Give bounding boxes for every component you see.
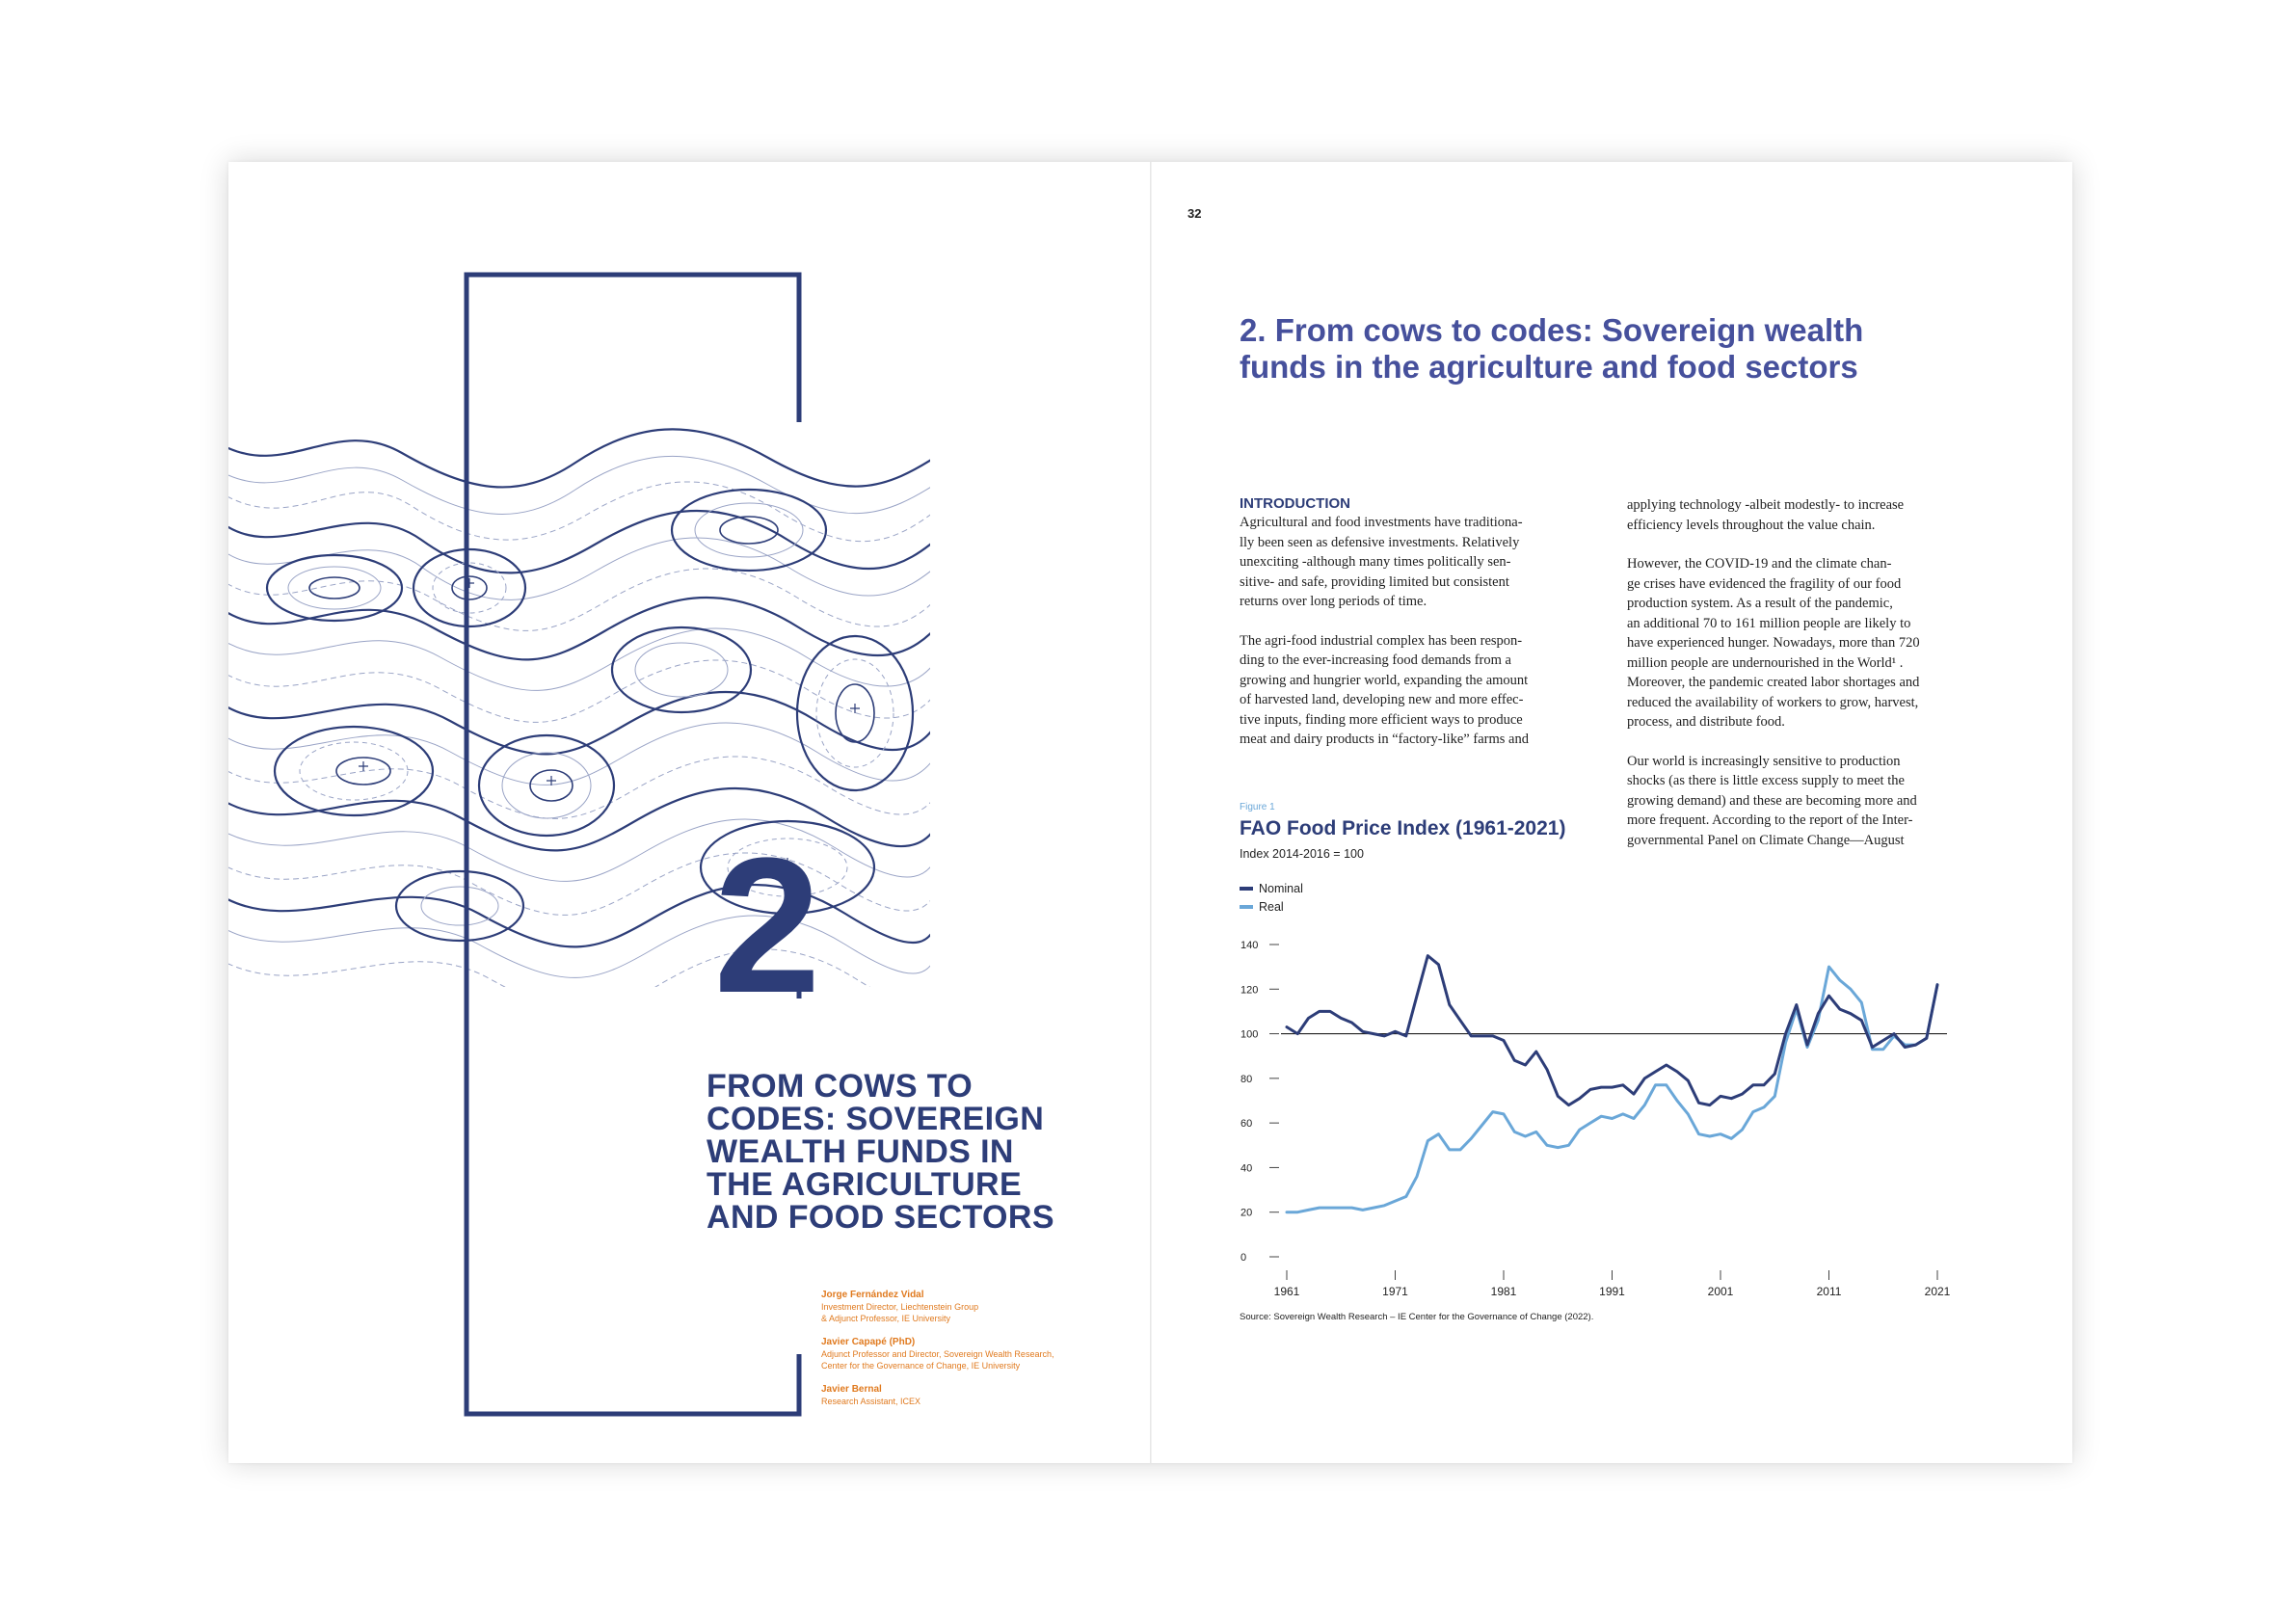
text-line: shocks (as there is little excess supply to meet the <box>1627 773 1905 788</box>
right-page <box>1152 162 2072 1463</box>
text-line: lly been seen as defensive investments. Relatively <box>1240 534 1520 550</box>
text-line: tive inputs, finding more efficient ways to produce <box>1240 711 1523 728</box>
y-tick-label: 20 <box>1240 1207 1253 1219</box>
author-entry <box>821 1337 1130 1371</box>
text-line: reduced the availability of workers to grow, harvest, <box>1627 694 1919 710</box>
text-line: of harvested land, developing new and more effec- <box>1240 692 1524 707</box>
text-line: ge crises have evidenced the fragility of our food <box>1627 575 1902 592</box>
text-line: sitive- and safe, providing limited but consistent <box>1240 573 1509 590</box>
text-line: million people are undernourished in the World¹ . <box>1627 654 1904 671</box>
legend-item-real <box>1240 897 1303 916</box>
chapter-title-line: WEALTH FUNDS IN <box>707 1133 1014 1170</box>
x-tick-label: 1981 <box>1490 1285 1517 1298</box>
paragraph <box>1627 554 1993 732</box>
x-tick-label: 1961 <box>1273 1285 1300 1298</box>
book-spread <box>228 162 2072 1463</box>
text-line: an additional 70 to 161 million people are likely to <box>1627 615 1911 631</box>
x-tick-label: 1991 <box>1599 1285 1625 1298</box>
author-entry <box>821 1290 1130 1324</box>
author-entry <box>821 1384 1130 1407</box>
series-line-real <box>1287 967 1937 1212</box>
chapter-title <box>707 1070 1131 1234</box>
y-tick-label: 80 <box>1240 1073 1253 1085</box>
chart-legend <box>1240 879 1303 916</box>
chapter-title-line: FROM COWS TO <box>707 1068 974 1105</box>
chapter-title-line: CODES: SOVEREIGN <box>707 1101 1045 1137</box>
intro-heading: INTRODUCTION <box>1240 495 1350 512</box>
author-role: Center for the Governance of Change, IE University <box>821 1361 1021 1371</box>
text-line: growing and hungrier world, expanding the amount <box>1240 672 1529 688</box>
text-line: governmental Panel on Climate Change—August <box>1627 832 1905 848</box>
text-line: returns over long periods of time. <box>1240 594 1427 609</box>
legend-item-nominal <box>1240 879 1303 897</box>
food-price-index-chart <box>1219 919 1952 1298</box>
x-tick-label: 2001 <box>1707 1285 1734 1298</box>
paragraph <box>1240 513 1606 612</box>
text-line: have experienced hunger. Nowadays, more than 720 <box>1627 635 1920 651</box>
figure-source: Source: Sovereign Wealth Research – IE Center for the Governance of Change (2022). <box>1240 1312 1594 1322</box>
author-name: Jorge Fernández Vidal <box>821 1290 924 1300</box>
legend-swatch <box>1240 887 1253 891</box>
text-line: However, the COVID-19 and the climate chan- <box>1627 556 1892 572</box>
x-tick-label: 1971 <box>1382 1285 1408 1298</box>
text-line: unexciting -although many times politically sen- <box>1240 554 1511 570</box>
chapter-title-line: AND FOOD SECTORS <box>707 1199 1054 1236</box>
author-role: Research Assistant, ICEX <box>821 1397 921 1406</box>
left-page <box>228 162 1150 1463</box>
author-name: Javier Capapé (PhD) <box>821 1337 916 1347</box>
text-line: applying technology -albeit modestly- to increase <box>1627 497 1905 513</box>
y-tick-label: 40 <box>1240 1162 1253 1175</box>
text-line: Moreover, the pandemic created labor shortages and <box>1627 675 1920 690</box>
text-line: ding to the ever-increasing food demands from a <box>1240 652 1511 668</box>
paragraph <box>1627 495 1993 535</box>
section-title <box>1240 312 2030 386</box>
text-line: more frequent. According to the report of the Inter- <box>1627 812 1913 828</box>
chapter-title-line: THE AGRICULTURE <box>707 1166 1023 1203</box>
figure-title: FAO Food Price Index (1961-2021) <box>1240 817 1566 839</box>
text-column-left <box>1240 495 1606 769</box>
text-line: Agricultural and food investments have traditiona- <box>1240 515 1523 530</box>
y-tick-label: 100 <box>1240 1028 1259 1041</box>
y-tick-label: 60 <box>1240 1118 1253 1131</box>
page-number: 32 <box>1187 206 1202 221</box>
x-tick-label: 2011 <box>1816 1285 1842 1298</box>
text-column-right <box>1627 495 1993 869</box>
chapter-number: 2 <box>713 818 815 1033</box>
author-list <box>821 1290 1130 1420</box>
author-role: Adjunct Professor and Director, Sovereign Wealth Research, <box>821 1349 1054 1359</box>
section-title-line: 2. From cows to codes: Sovereign wealth <box>1240 312 1864 348</box>
figure-subtitle: Index 2014-2016 = 100 <box>1240 847 1364 861</box>
legend-label: Nominal <box>1259 881 1303 895</box>
x-tick-label: 2021 <box>1924 1285 1951 1298</box>
author-name: Javier Bernal <box>821 1384 882 1395</box>
legend-label: Real <box>1259 899 1284 914</box>
author-role: Investment Director, Liechtenstein Group <box>821 1302 979 1312</box>
section-title-line: funds in the agriculture and food sectors <box>1240 349 1858 385</box>
text-line: efficiency levels throughout the value chain. <box>1627 517 1876 533</box>
text-line: The agri-food industrial complex has been respon- <box>1240 632 1523 649</box>
text-line: production system. As a result of the pandemic, <box>1627 596 1893 611</box>
author-role: & Adjunct Professor, IE University <box>821 1314 951 1323</box>
y-tick-label: 120 <box>1240 984 1259 997</box>
y-tick-label: 140 <box>1240 940 1259 951</box>
y-tick-label: 0 <box>1240 1252 1247 1264</box>
paragraph <box>1627 752 1993 851</box>
figure-label: Figure 1 <box>1240 802 1275 812</box>
paragraph <box>1240 631 1606 750</box>
text-line: meat and dairy products in “factory-like” farms and <box>1240 732 1529 747</box>
legend-swatch <box>1240 905 1253 909</box>
text-line: process, and distribute food. <box>1627 714 1785 730</box>
text-line: Our world is increasingly sensitive to production <box>1627 753 1901 769</box>
text-line: growing demand) and these are becoming more and <box>1627 792 1917 809</box>
